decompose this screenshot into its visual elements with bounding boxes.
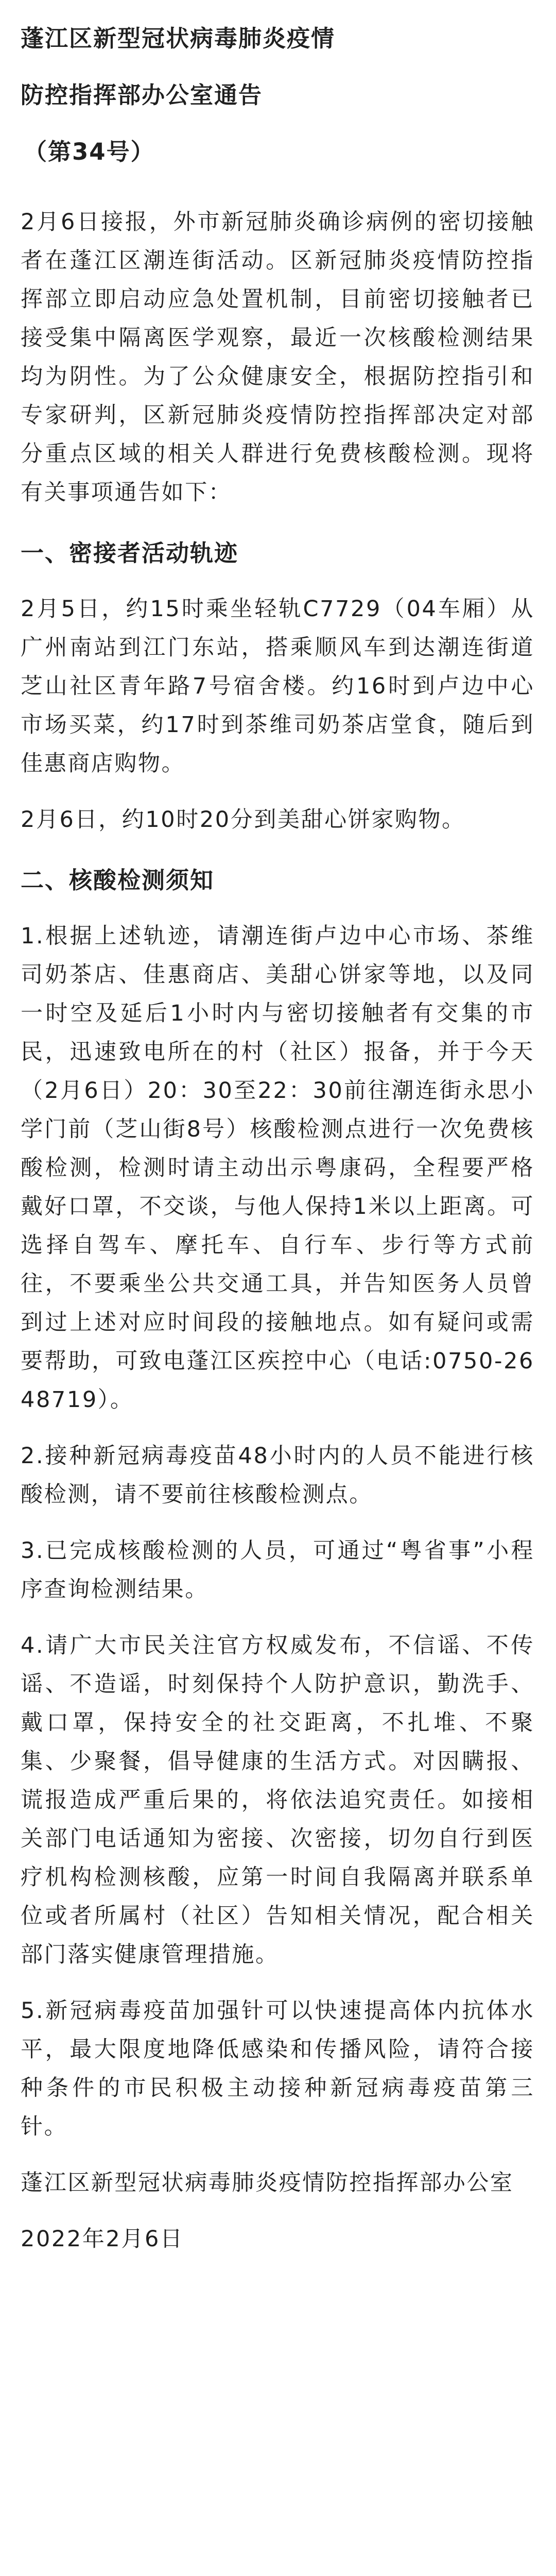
- title-line-1: 蓬江区新型冠状病毒肺炎疫情: [21, 25, 336, 52]
- testing-item-3: 3.已完成核酸检测的人员，可通过“粤省事”小程序查询检测结果。: [21, 1538, 534, 1602]
- track-paragraph-feb6: 2月6日，约10时20分到美甜心饼家购物。: [21, 807, 465, 833]
- testing-item-4: 4.请广大市民关注官方权威发布，不信谣、不传谣、不造谣，时刻保持个人防护意识，勤洗手、戴口罩，保持安全的社交距离，不扎堆、不聚集、少聚餐，倡导健康的生活方式。对因瞒报、谎报造成严重后果的，将依法追究责任。如接相关部门电话通知为密接、次密接，切勿自行到医疗机构检测核酸，应第一时间自我隔离并联系单位或者所属村（社区）告知相关情况，配合相关部门落实健康管理措施。: [21, 1633, 534, 1968]
- intro-paragraph: 2月6日接报，外市新冠肺炎确诊病例的密切接触者在蓬江区潮连街活动。区新冠肺炎疫情防控指挥部立即启动应急处置机制，目前密切接触者已接受集中隔离医学观察，最近一次核酸检测结果均为阴性。为了公众健康安全，根据防控指引和专家研判，区新冠肺炎疫情防控指挥部决定对部分重点区域的相关人群进行免费核酸检测。现将有关事项通告如下：: [21, 209, 534, 505]
- issue-date: 2022年2月6日: [21, 2226, 184, 2252]
- testing-item-1: 1.根据上述轨迹，请潮连街卢边中心市场、茶维司奶茶店、佳惠商店、美甜心饼家等地，以及同一时空及延后1小时内与密切接触者有交集的市民，迅速致电所在的村（社区）报备，并于今天（2月6日）20：30至22：30前往潮连街永思小学门前（芝山街8号）核酸检测点进行一次免费核酸检测，检测时请主动出示粤康码，全程要严格戴好口罩，不交谈，与他人保持1米以上距离。可选择自驾车、摩托车、自行车、步行等方式前往，不要乘坐公共交通工具，并告知医务人员曾到过上述对应时间段的接触地点。如有疑问或需要帮助，可致电蓬江区疾控中心（电话:0750-2648719）。: [21, 923, 534, 1413]
- testing-item-2: 2.接种新冠病毒疫苗48小时内的人员不能进行核酸检测，请不要前往核酸检测点。: [21, 1443, 534, 1507]
- testing-item-5: 5.新冠病毒疫苗加强针可以快速提高体内抗体水平，最大限度地降低感染和传播风险，请符合接种条件的市民积极主动接种新冠病毒疫苗第三针。: [21, 1998, 534, 2140]
- section-heading-testing: 二、核酸检测须知: [21, 867, 215, 894]
- notice-number: （第34号）: [24, 138, 155, 165]
- issuer: 蓬江区新型冠状病毒肺炎疫情防控指挥部办公室: [21, 2170, 514, 2196]
- title-line-2: 防控指挥部办公室通告: [21, 81, 263, 109]
- track-paragraph-feb5: 2月5日，约15时乘坐轻轨C7729（04车厢）从广州南站到江门东站，搭乘顺风车到达潮连街道芝山社区青年路7号宿舍楼。约16时到卢边中心市场买菜，约17时到茶维司奶茶店堂食，随后到佳惠商店购物。: [21, 596, 534, 776]
- section-heading-track: 一、密接者活动轨迹: [21, 539, 239, 567]
